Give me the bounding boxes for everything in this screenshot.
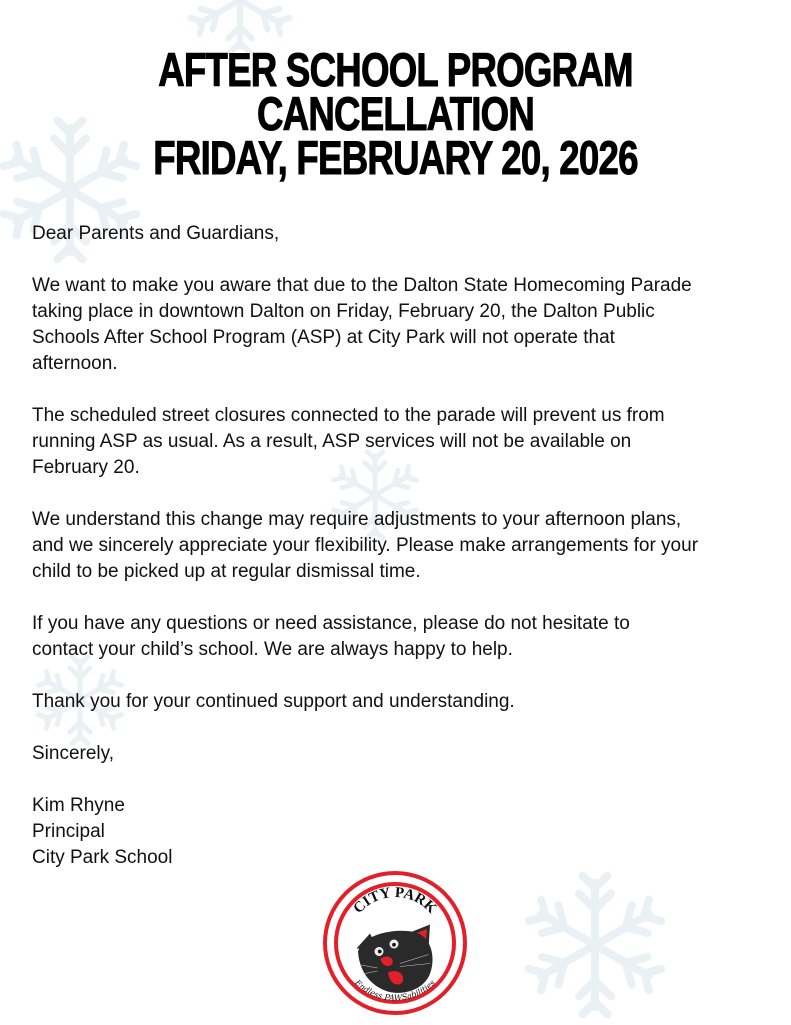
text-line: afternoon. xyxy=(32,353,118,374)
closing: Sincerely, xyxy=(32,743,115,764)
text-line: If you have any questions or need assistance, please do not hesitate to xyxy=(32,613,630,634)
text-line: contact your child’s school. We are always happy to help. xyxy=(32,639,513,660)
greeting: Dear Parents and Guardians, xyxy=(32,223,280,244)
text-line: Schools After School Program (ASP) at City Park will not operate that xyxy=(32,327,615,348)
paragraph xyxy=(32,611,698,663)
logo-tagline: Endless PAWSabilities xyxy=(353,978,437,1003)
text-line: Thank you for your continued support and understanding. xyxy=(32,691,515,712)
text-line: taking place in downtown Dalton on Friday, February 20, the Dalton Public xyxy=(32,301,655,322)
signature-school: City Park School xyxy=(32,847,173,868)
paragraph xyxy=(32,273,698,377)
city-park-logo xyxy=(322,870,468,1016)
title-line: AFTER SCHOOL PROGRAM xyxy=(158,43,633,96)
title-line: FRIDAY, FEBRUARY 20, 2026 xyxy=(153,131,638,184)
signature-block xyxy=(32,793,698,871)
text-line: We understand this change may require adjustments to your afternoon plans, xyxy=(32,509,682,530)
paragraph xyxy=(32,507,698,585)
signature-name: Kim Rhyne xyxy=(32,795,125,816)
logo-top-text: CITY PARK xyxy=(350,884,440,917)
paragraph xyxy=(32,689,698,715)
text-line: February 20. xyxy=(32,457,140,478)
text-line: We want to make you aware that due to the Dalton State Homecoming Parade xyxy=(32,275,692,296)
signature-title: Principal xyxy=(32,821,105,842)
paragraph xyxy=(32,403,698,481)
title-line: CANCELLATION xyxy=(256,87,535,140)
letter-body xyxy=(32,221,698,897)
text-line: and we sincerely appreciate your flexibility. Please make arrangements for your xyxy=(32,535,699,556)
text-line: child to be picked up at regular dismissal time. xyxy=(32,561,421,582)
page-title xyxy=(0,43,791,184)
text-line: running ASP as usual. As a result, ASP services will not be available on xyxy=(32,431,632,452)
text-line: The scheduled street closures connected to the parade will prevent us from xyxy=(32,405,665,426)
